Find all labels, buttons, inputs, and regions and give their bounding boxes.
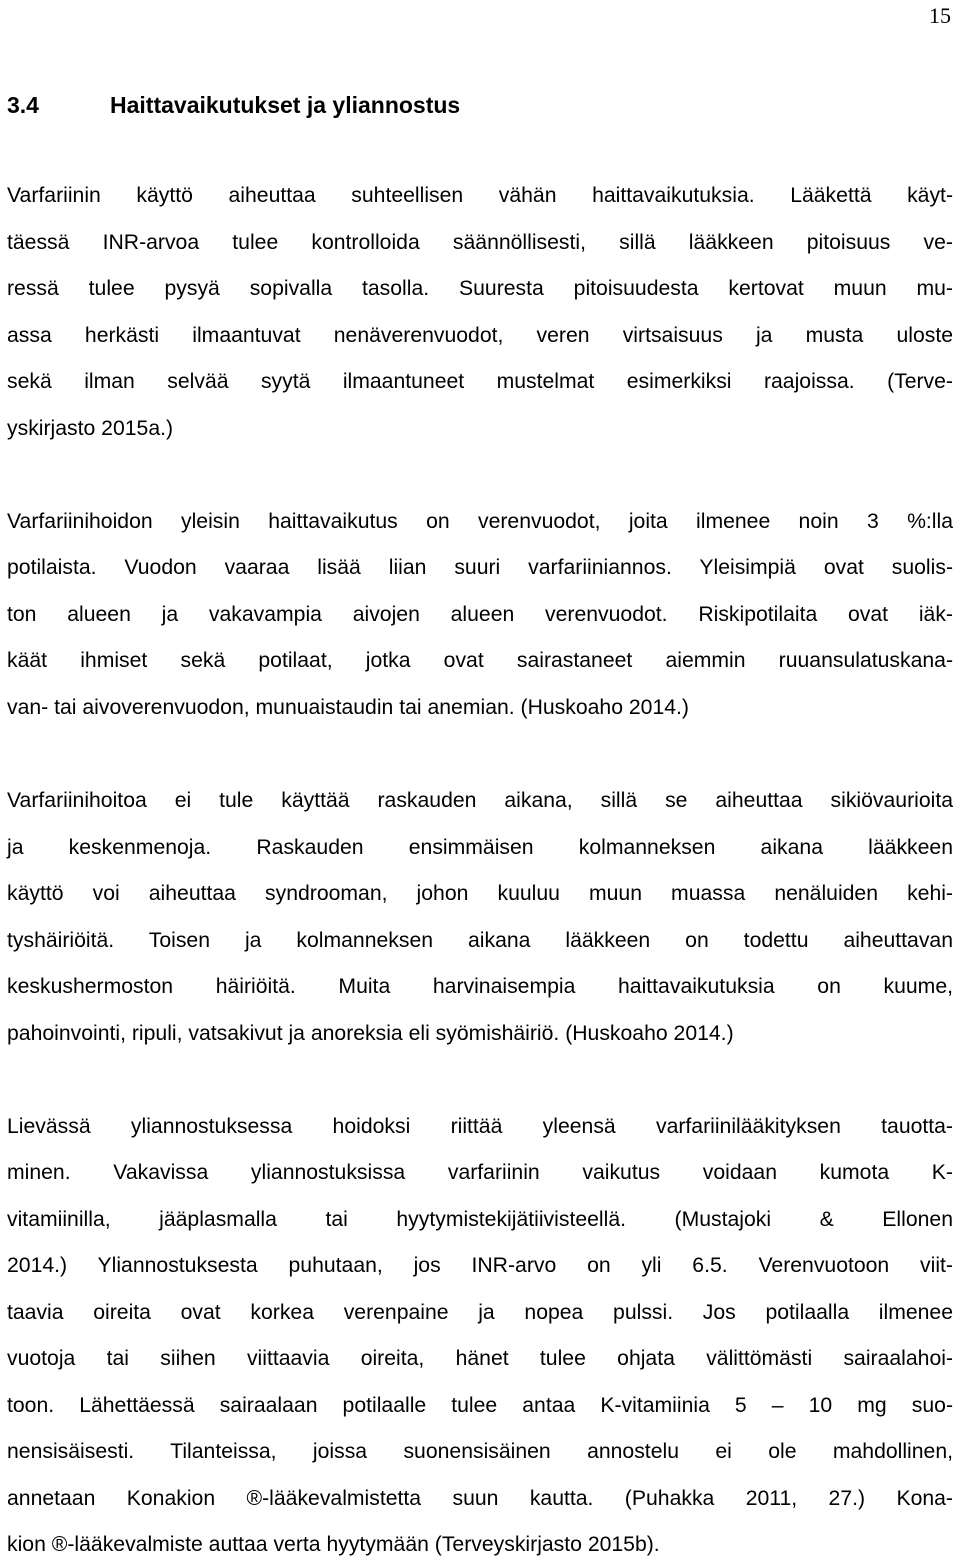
- text-line: käyttö voi aiheuttaa syndrooman, johon kuuluu muun muassa nenäluiden kehi-: [7, 882, 953, 905]
- text-line: 2014.) Yliannostuksesta puhutaan, jos INR-arvo on yli 6.5. Verenvuotoon viit-: [7, 1254, 953, 1277]
- text-line: pahoinvointi, ripuli, vatsakivut ja anoreksia eli syömishäiriö. (Huskoaho 2014.): [7, 1022, 734, 1045]
- section-title: Haittavaikutukset ja yliannostus: [110, 92, 461, 118]
- text-line: Varfariinihoitoa ei tule käyttää raskauden aikana, sillä se aiheuttaa sikiövaurioita: [7, 789, 953, 812]
- text-line: vitamiinilla, jääplasmalla tai hyytymistekijätiivisteellä. (Mustajoki & Ellonen: [7, 1208, 953, 1231]
- text-line: Varfariinihoidon yleisin haittavaikutus on verenvuodot, joita ilmenee noin 3 %:lla: [7, 510, 953, 533]
- text-line: tyshäiriöitä. Toisen ja kolmanneksen aikana lääkkeen on todettu aiheuttavan: [7, 929, 953, 952]
- text-line: kion ®-lääkevalmiste auttaa verta hyytymään (Terveyskirjasto 2015b).: [7, 1533, 660, 1556]
- text-line: annetaan Konakion ®-lääkevalmistetta suun kautta. (Puhakka 2011, 27.) Kona-: [7, 1487, 953, 1510]
- text-line: Varfariinin käyttö aiheuttaa suhteellisen vähän haittavaikutuksia. Lääkettä käyt-: [7, 184, 953, 207]
- text-line: Lievässä yliannostuksessa hoidoksi riittää yleensä varfariinilääkityksen tauotta-: [7, 1115, 953, 1138]
- text-line: assa herkästi ilmaantuvat nenäverenvuodot, veren virtsaisuus ja musta uloste: [7, 324, 953, 347]
- page-number: 15: [929, 3, 951, 28]
- text-line: käät ihmiset sekä potilaat, jotka ovat sairastaneet aiemmin ruuansulatuskana-: [7, 649, 953, 672]
- text-line: ton alueen ja vakavampia aivojen alueen verenvuodot. Riskipotilaita ovat iäk-: [7, 603, 953, 626]
- text-line: van- tai aivoverenvuodon, munuaistaudin tai anemian. (Huskoaho 2014.): [7, 696, 689, 719]
- text-line: keskushermoston häiriöitä. Muita harvinaisempia haittavaikutuksia on kuume,: [7, 975, 953, 998]
- text-line: sekä ilman selvää syytä ilmaantuneet mustelmat esimerkiksi raajoissa. (Terve-: [7, 370, 953, 393]
- text-line: potilaista. Vuodon vaaraa lisää liian suuri varfariiniannos. Yleisimpiä ovat suolis-: [7, 556, 953, 579]
- text-line: taavia oireita ovat korkea verenpaine ja nopea pulssi. Jos potilaalla ilmenee: [7, 1301, 953, 1324]
- section-heading: [7, 89, 460, 121]
- text-line: minen. Vakavissa yliannostuksissa varfariinin vaikutus voidaan kumota K-: [7, 1161, 953, 1184]
- text-line: toon. Lähettäessä sairaalaan potilaalle tulee antaa K-vitamiinia 5 – 10 mg suo-: [7, 1394, 953, 1417]
- text-line: ja keskenmenoja. Raskauden ensimmäisen kolmanneksen aikana lääkkeen: [7, 836, 953, 859]
- text-line: vuotoja tai siihen viittaavia oireita, hänet tulee ohjata välittömästi sairaalahoi-: [7, 1347, 953, 1370]
- text-line: täessä INR-arvoa tulee kontrolloida säännöllisesti, sillä lääkkeen pitoisuus ve-: [7, 231, 953, 254]
- text-line: yskirjasto 2015a.): [7, 417, 174, 440]
- section-number: 3.4: [7, 92, 39, 118]
- text-line: ressä tulee pysyä sopivalla tasolla. Suuresta pitoisuudesta kertovat muun mu-: [7, 277, 953, 300]
- text-line: nensisäisesti. Tilanteissa, joissa suonensisäinen annostelu ei ole mahdollinen,: [7, 1440, 953, 1463]
